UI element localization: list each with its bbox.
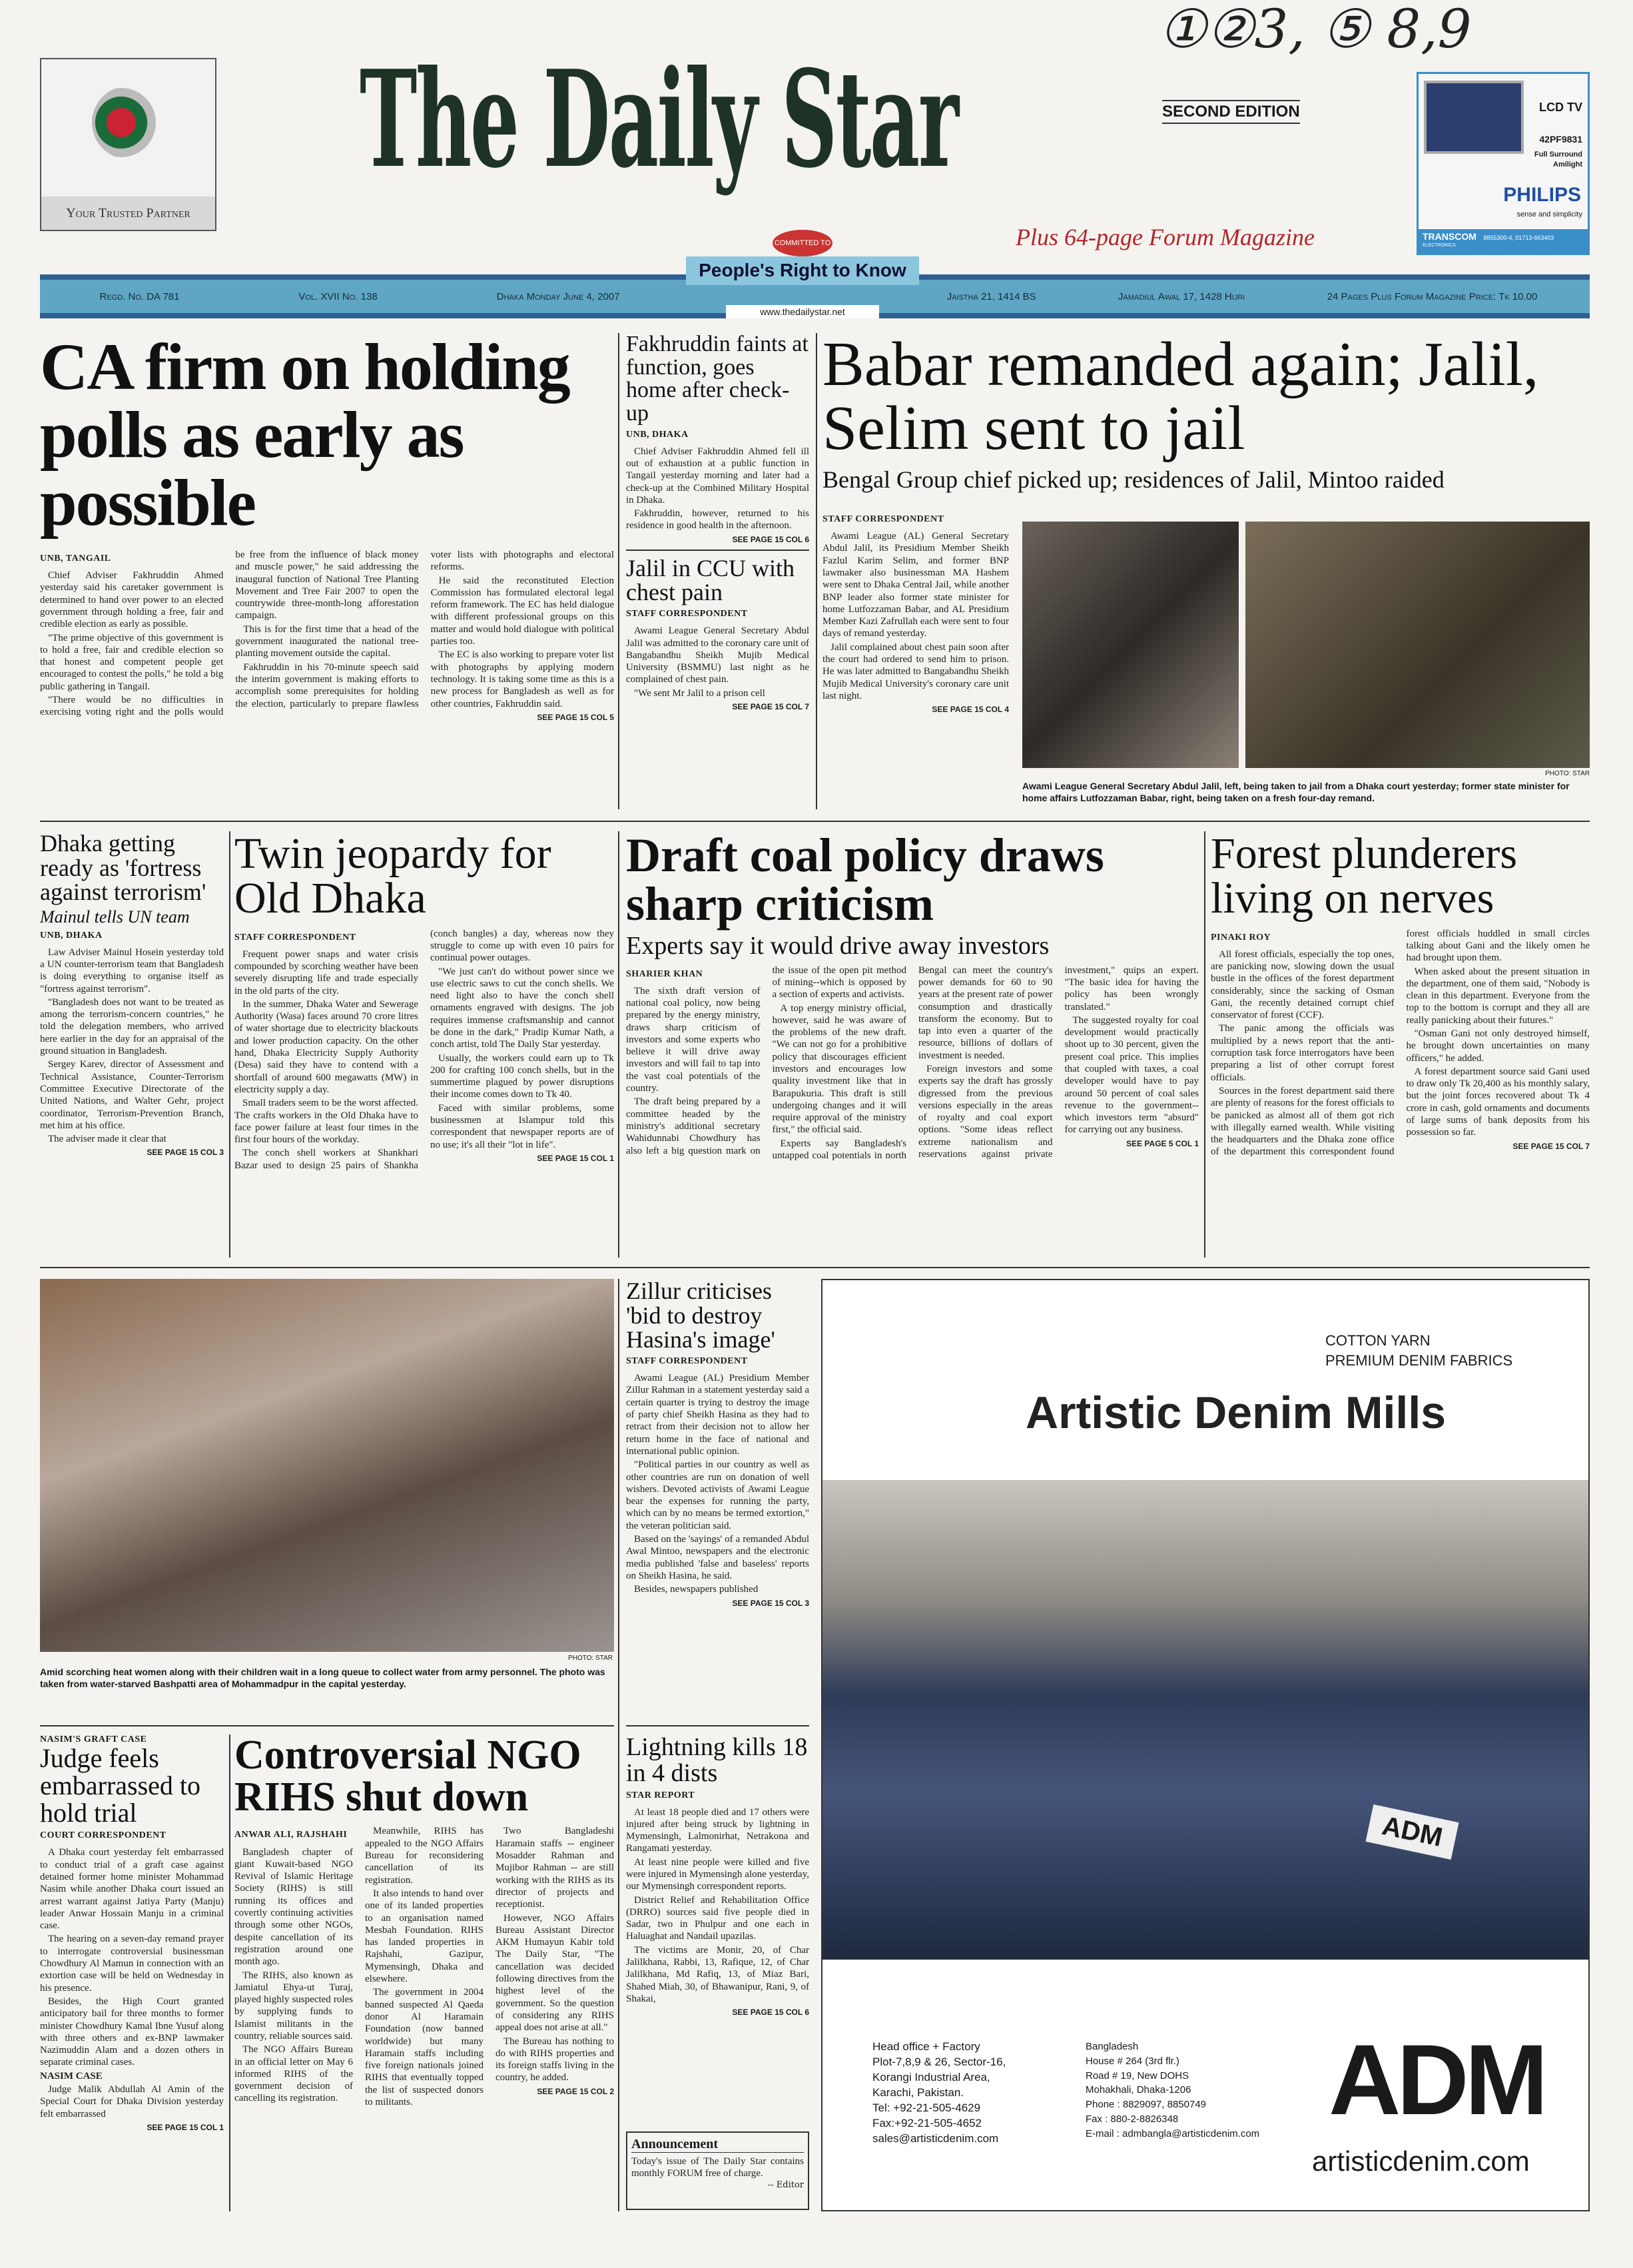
motto: People's Right to Know [686, 256, 919, 285]
headline[interactable]: Fakhruddin faints at function, goes home after check-up [626, 332, 809, 426]
edition-label: SECOND EDITION [1162, 100, 1300, 124]
website: www.thedailystar.net [726, 305, 879, 318]
paragraph: Frequent power snaps and water crisis compounded by scorching weather have been severely disrupting life and trade especially in the old parts of the city. [234, 948, 418, 996]
jump-link[interactable]: SEE PAGE 15 COL 7 [732, 701, 809, 711]
address-line: Korangi Industrial Area, [872, 2070, 990, 2083]
paragraph: Awami League General Secretary Abdul Jalil was admitted to the coronary care unit of Bangabandhu Sheikh Mujib Medical University (BSMMU) last night as he complained of chest pain. [626, 625, 809, 685]
brand-label: PHILIPS [1503, 184, 1581, 206]
paragraph: District Relief and Rehabilitation Office (DRRO) sources said five people died in Sadar, two in Phulpur and one each in Haluaghat and Nandail upazilas. [626, 1894, 809, 1942]
photo-caption: Amid scorching heat women along with their children wait in a long queue to collect water from army personnel. The photo was taken from water-starved Bashpatti area of Mohammadpur in the capital yesterday. [40, 1667, 605, 1689]
headline[interactable]: Controversial NGO RIHS shut down [234, 1732, 581, 1820]
paragraph: "Bangladesh does not want to be treated as among the terrorism-concern countries," he told the delegation members, who arrived here earlier in the day for an appraisal of the ground situation in Bangladesh. [40, 996, 224, 1057]
date: Dhaka Monday June 4, 2007 [496, 290, 620, 302]
headline[interactable]: CA firm on holding polls as early as possible [40, 330, 569, 540]
paragraph: The adviser made it clear that [48, 1134, 166, 1145]
paragraph: Sergey Karev, director of Assessment and Technical Assistance, Counter-Terrorism Committee Executive Directorate of the United Nations, and Walter Gehr, project coordinator, Terrorism-Prevention Branch, met him at his office. [40, 1059, 224, 1131]
byline: STAR REPORT [626, 1790, 695, 1800]
bangladesh-office-block [1086, 2040, 1259, 2141]
paragraph: Faced with similar problems, some businessmen at Islampur told this correspondent that newspaper reports are of no use; it's all their "lot in life". [430, 1102, 614, 1150]
announcement-box [626, 2131, 809, 2210]
adm-logo: ADM [1329, 2024, 1544, 2135]
paragraph: The government in 2004 banned suspected Al Qaeda donor Al Haramain Foundation (now banned worldwide) but many Haramain staffs including five foreign nationals joined RIHS that eventually topped the list of suspected donors to militants. [365, 1987, 484, 2107]
byline: UNB, TANGAIL [40, 554, 111, 564]
headline[interactable]: Dhaka getting ready as 'fortress against terrorism' [40, 830, 206, 906]
handwritten-annotation: ①②3, ⑤ 8,9 [1159, 0, 1472, 60]
paragraph: Meanwhile, RIHS has appealed to the NGO Affairs Bureau for reconsidering cancellation of its registration. [365, 1826, 484, 1886]
paragraph: The conch shell workers at Shankhari Bazar used to design 25 pairs of Shankha (conch bangles) a day, whereas now they struggle to come up with even 10 pairs for continual power outages. [234, 928, 614, 1171]
byline: UNB, DHAKA [40, 930, 103, 941]
motto-top: COMMITTED TO [773, 230, 832, 256]
article-zillur[interactable] [626, 1279, 809, 1608]
jump-link[interactable]: SEE PAGE 15 COL 6 [732, 534, 809, 544]
article-ca[interactable] [40, 330, 614, 722]
paragraph: Small traders seem to be the worst affected. The crafts workers in the Old Dhaka have to face power failure at least four times in the first four hours of the workday. [234, 1098, 418, 1146]
address-line: E-mail : admbangla@artisticdenim.com [1086, 2127, 1260, 2139]
jump-link[interactable]: SEE PAGE 15 COL 7 [1512, 1141, 1590, 1151]
article-ngo[interactable] [234, 1734, 614, 2108]
logo-icon [92, 86, 165, 159]
paragraph: NASIM CASE [40, 2070, 103, 2081]
address-line: Fax : 880-2-8826348 [1086, 2113, 1179, 2125]
paragraph: At least nine people were killed and five were injured in Mymensingh alone yesterday, our Mymensingh correspondent reports. [626, 1856, 809, 1892]
paragraph: It also intends to hand over one of its landed properties to an organisation named Mesbah Foundation. RIHS has landed properties in Rajshahi, Gazipur, Mymensingh, Dhaka and elsewhere. [365, 1888, 484, 1985]
feature-label: Amilight [1553, 161, 1582, 169]
paragraph: All forest officials, especially the top ones, are panicking now, slowing down the usual bustle in the offices of the forest department considerably, since the sacking of Osman Gani, the recently detained corrupt chief conservator of forest (CCF). [1211, 948, 1395, 1021]
article-babar[interactable] [822, 330, 1590, 809]
headline[interactable]: Jalil in CCU with chest pain [626, 554, 795, 606]
paragraph: The EC is also working to prepare voter list with photographs by applying modern technology. It is taking some time as this is a new process for Bangladesh as well as for other countries, Fakhruddin said. [430, 649, 614, 709]
babar-photo [1245, 522, 1590, 768]
paragraph: Fakhruddin in his 70-minute speech said the interim government is making efforts to accomplish some prerequisites for holding the election, particularly to prepare flawless voter lists with photographs and electoral reforms. [235, 550, 614, 709]
headline[interactable]: Forest plunderers living on nerves [1211, 829, 1518, 923]
paragraph: The hearing on a seven-day remand prayer to interrogate controversial businessman Chowdhury Al Mamun in connection with an extortion case will be held on Wednesday in his presence. [40, 1934, 224, 1994]
dealer-name: TRANSCOM [1423, 231, 1476, 242]
headline[interactable]: Twin jeopardy for Old Dhaka [234, 829, 551, 923]
dealer-sub: ELECTRONICS [1423, 243, 1456, 248]
article-lightning[interactable] [626, 1734, 809, 2017]
address-line: Plot-7,8,9 & 26, Sector-16, [872, 2055, 1006, 2068]
paragraph: The panic among the officials was multiplied by a news report that the anti-corruption task force interrogators have been preparing a list of other corrupt forest officials. [1211, 1023, 1395, 1083]
photo-credit: PHOTO: STAR [568, 1655, 613, 1662]
paragraph: Judge Malik Abdullah Al Amin of the Special Court for Dhaka Division yesterday felt embarrassed [40, 2084, 224, 2119]
ad-tag: ADM [1366, 1804, 1459, 1860]
paragraph: "We sent Mr Jalil to a prison cell [634, 687, 765, 699]
paragraph: The draft being prepared by a committee headed by the ministry's additional secretary Wahidunnabi Chowdhury has also left a big question mark on the issue of the open pit method of mining--which is opposed by a section of experts and activists. [626, 964, 906, 1156]
address-line: Tel: +92-21-505-4629 [872, 2101, 981, 2114]
jump-link[interactable]: SEE PAGE 15 COL 1 [147, 2122, 224, 2132]
product-label: LCD TV [1539, 101, 1582, 114]
byline: COURT CORRESPONDENT [40, 1830, 166, 1841]
headline[interactable]: Draft coal policy draws sharp criticism [626, 829, 1104, 931]
paragraph: The sixth draft version of national coal policy, now being prepared by the energy ministry, draws sharp criticism of investors and some experts who believe it will drive away investors and will fail to tap into the vast coal potentials of the country. [626, 985, 761, 1094]
address-line: Bangladesh [1086, 2041, 1139, 2052]
paragraph: A top energy ministry official, however, said he was aware of the problems of the new draft. "We can not go for a prohibitive policy that discourages efficient investors and encourages low quality investment like that in Barapukuria. This draft is still undergoing changes and it will require approval of the ministry first," the official said. [772, 1002, 906, 1136]
byline: ANWAR ALI, RAJSHAHI [234, 1830, 348, 1840]
feature-label: Full Surround [1534, 151, 1582, 159]
subheadline: Experts say it would drive away investors [626, 931, 1050, 960]
ad-line1: COTTON YARN [1325, 1332, 1431, 1349]
bengali-date: Jaistha 21, 1414 BS [946, 290, 1036, 302]
paragraph: "Osman Gani not only destroyed himself, he brought down uncertainties on many officers," he added. [1406, 1028, 1590, 1064]
byline: STAFF CORRESPONDENT [626, 609, 748, 619]
article-coal[interactable] [626, 831, 1199, 1162]
address-line: sales@artisticdenim.com [872, 2131, 999, 2145]
paragraph: Awami League (AL) Presidium Member Zillur Rahman in a statement yesterday said a certain quarter is trying to destroy the image of party chief Sheikh Hasina as they had to retract from their decision not to allow her return home in the face of national and international public opinion. [626, 1373, 809, 1457]
paragraph: Fakhruddin, however, returned to his residence in good health in the afternoon. [626, 508, 809, 532]
address-line: Phone : 8829097, 8850749 [1086, 2099, 1207, 2110]
paragraph: When asked about the present situation in the department, one of them said, "Nobody is clean in this department. Everyone from the top to the bottom is corrupt and they all are really panicking about their futures." [1406, 966, 1590, 1026]
paragraph: "There would be no difficulties in exercising voting right and the polls would be free from the influence of black money and muscle power," he said addressing the inaugural function of National Tree Planting Movement and Tree Fair 2007 to open the countrywide three-month-long afforestation campaign. [40, 550, 419, 718]
byline: STAFF CORRESPONDENT [626, 1356, 748, 1367]
address-line: Road # 19, New DOHS [1086, 2070, 1189, 2081]
paragraph: Chief Adviser Fakhruddin Ahmed yesterday said his caretaker government is determined to hand over power to an elected government through holding a free, fair and credible election as early as possible. [40, 570, 224, 630]
paragraph: A Dhaka court yesterday felt embarrassed to conduct trial of a graft case against detained former home minister Mohammad Nasim while another Dhaka court issued an arrest warrant against Jatiya Party (Manju) leader Anwar Hossain Manju in a criminal case. [40, 1847, 224, 1932]
article-nasim[interactable] [40, 1734, 224, 2132]
jalil-photo [1022, 522, 1239, 768]
kicker: NASIM'S GRAFT CASE [40, 1734, 147, 1744]
paragraph: He said the reconstituted Election Commission has formulated electoral legal reform framework. The EC has held dialogue with different professional groups on this matter and would hold dialogue with political parties too. [430, 575, 614, 647]
jump-link[interactable]: SEE PAGE 15 COL 1 [537, 1153, 614, 1163]
denim-photo [822, 1480, 1588, 1960]
paragraph: Law Adviser Mainul Hosein yesterday told a UN counter-terrorism team that Bangladesh is doing everything to organise itself as "fortress against terrorism". [40, 946, 224, 994]
article-twin[interactable] [234, 831, 614, 1172]
denim-ad[interactable] [821, 1279, 1590, 2211]
paragraph: The RIHS, also known as Jamiatul Ehya-ut Turaj, played highly suspected roles by supplying funds to Islamist militants in the country, reliable sources said. [234, 1970, 353, 2042]
left-ad-text: Your Trusted Partner [41, 196, 215, 230]
address-line: Head office + Factory [872, 2040, 980, 2053]
address-line: Karachi, Pakistan. [872, 2085, 964, 2099]
byline: SHARIER KHAN [626, 968, 703, 979]
paragraph: Awami League (AL) General Secretary Abdul Jalil, its Presidium Member Sheikh Fazlul Karim Selim, and former BNP lawmaker also businessman MA Hashem were sent to Dhaka Central Jail, while another BNP leader also former state minister for home Lutfozzaman Babar, and AL Presidium Member Kazi Zafrullah each were sent to four days of remand yesterday. [822, 531, 1009, 639]
paragraph: The suggested royalty for coal development would practically shoot up to 30 percent, given the present coal price. This implies that coupled with taxes, a coal developer would have to pay around 50 percent of coal sales revenue to the government--which investors term "absurd" for carrying out any business. [1064, 1014, 1199, 1136]
headline[interactable]: Zillur criticises 'bid to destroy Hasina's image' [626, 1278, 775, 1353]
paragraph: Usually, the workers could earn up to Tk 200 for crafting 100 conch shells, but in the summertime plagued by power disruptions their income comes down to Tk 40. [430, 1052, 614, 1100]
address-line: Mohakhali, Dhaka-1206 [1086, 2084, 1191, 2096]
paragraph: At least 18 people died and 17 others were injured after being struck by lightning in Mymensingh, Lalmonirhat, Netrakona and Rangamati yesterday. [626, 1806, 809, 1854]
paragraph: Experts say Bangladesh's untapped coal potentials in north Bengal can meet the country's power demands for 60 to 90 years at the present rate of power consumption and drastically transform the economy. But to tap into even a quarter of the resource, billions of dollars of investment is needed. [772, 964, 1053, 1162]
paragraph: The Bureau has nothing to do with RIHS properties and its foreign staffs living in the country, he added. [495, 2036, 614, 2083]
slogan-label: sense and simplicity [1516, 210, 1582, 218]
jump-link[interactable]: SEE PAGE 5 COL 1 [1126, 1138, 1199, 1148]
volume: Vol. XVII No. 138 [298, 290, 378, 302]
photo-credit: PHOTO: STAR [1545, 770, 1590, 777]
photo-caption: Awami League General Secretary Abdul Jalil, left, being taken to jail from a Dhaka court yesterday; former state minister for home affairs Lutfozzaman Babar, right, being taken on a fresh four-day remand. [1022, 781, 1570, 803]
ad-line2: PREMIUM DENIM FABRICS [1325, 1352, 1513, 1369]
water-queue-photo [40, 1279, 614, 1652]
headline[interactable]: Babar remanded again; Jalil, Selim sent to jail [822, 330, 1539, 463]
announcement-body: Today's issue of The Daily Star contains monthly FORUM free of charge. [631, 2156, 804, 2179]
paragraph: Jalil complained about chest pain soon after the court had ordered to send him to prison. He was later admitted to Bangabandhu Sheikh Mujib Medical University's coronary care unit last night. [822, 641, 1009, 701]
jump-link[interactable]: SEE PAGE 15 COL 6 [732, 2008, 809, 2018]
jump-link[interactable]: SEE PAGE 15 COL 5 [537, 712, 614, 722]
announcement-title: Announcement [631, 2137, 804, 2153]
headline[interactable]: Lightning kills 18 in 4 dists [626, 1733, 808, 1787]
paragraph: A forest department source said Gani used to draw only Tk 20,400 as his monthly salary, but the joint forces recovered about Tk 4 crore in cash, gold ornaments and documents of large sums of bank deposits from his possession so far. [1406, 1066, 1590, 1138]
subheadline: Mainul tells UN team [40, 907, 190, 927]
paragraph: The victims are Monir, 20, of Char Jalilkhana, Rabbi, 13, Rafique, 12, of Char Jalilkhana, Md Rafiq, 13, of Miaz Bari, Shahed Miah, 30, of Bhawanipur, Rani, 9, of Shakai, [626, 1944, 809, 2004]
paragraph: "Political parties in our country as well as other countries are run on donation of well wishers. Devoted activists of Awami League bear the expenses for running the party, which can by no means be termed extortion," the veteran politician said. [626, 1459, 809, 1531]
tv-image [1424, 81, 1524, 154]
byline: STAFF CORRESPONDENT [234, 932, 356, 943]
announcement-sign: -- Editor [767, 2179, 804, 2190]
subheadline: Bengal Group chief picked up; residences of Jalil, Mintoo raided [822, 466, 1445, 493]
paragraph: The NGO Affairs Bureau in an official letter on May 6 informed RIHS of the government decision of cancelling its registration. [234, 2044, 353, 2104]
model-label: 42PF9831 [1539, 134, 1582, 145]
paragraph: Besides, the High Court granted anticipatory bail for three months to former minister Chowdhury Kamal Ibne Yusuf along with three others and ex-BNP lawmaker Nazimuddin Alam and a dozen others in separate criminal cases. [40, 1996, 224, 2068]
paragraph: Besides, newspapers published [634, 1584, 759, 1595]
masthead-title: The Daily Star [360, 41, 958, 198]
article-dhaka[interactable] [40, 831, 224, 1157]
head-office-block [872, 2040, 1006, 2147]
paragraph: This is for the first time that a head of the government inaugurated the national tree-planting movement outside the capital. [235, 623, 419, 659]
byline: UNB, DHAKA [626, 429, 689, 440]
philips-ad[interactable] [1417, 72, 1590, 255]
article-forest[interactable] [1211, 831, 1590, 1158]
article-faint[interactable] [626, 333, 809, 711]
left-ad[interactable] [40, 58, 216, 231]
paragraph: Based on the 'sayings' of a remanded Abdul Awal Mintoo, newspapers and the electronic media published 'false and baseless' reports on Sheikh Hasina, he said. [626, 1534, 809, 1581]
paragraph: "We just can't do without power since we use electric saws to cut the conch shells. We need light also to have the conch shell ornaments engraved with designs. The job requires immense craftsmanship and cannot be done in the dark," Pradip Kumar Nath, a conch artist, told The Daily Star yesterday. [430, 966, 614, 1050]
paragraph: Two Bangladeshi Haramain staffs -- engineer Mosadder Rahman and Mujibor Rahman -- are still working with the RIHS as its director of projects and receptionist. [495, 1826, 614, 1910]
jump-link[interactable]: SEE PAGE 15 COL 3 [732, 1598, 809, 1608]
hijri-date: Jamadiul Awal 17, 1428 Hijri [1118, 290, 1245, 302]
byline: STAFF CORRESPONDENT [822, 514, 944, 524]
paragraph: However, NGO Affairs Bureau Assistant Director AKM Humayun Kabir told The Daily Star, "The cancellation was decided following directives from the highest level of the government. So the question of considering any RIHS appeal does not arise at all." [495, 1912, 614, 2034]
address-line: Fax:+92-21-505-4652 [872, 2116, 982, 2129]
jump-link[interactable]: SEE PAGE 15 COL 3 [147, 1148, 224, 1158]
dealer-bar [1419, 229, 1588, 253]
paragraph: Foreign investors and some experts say the draft has grossly digressed from the previous versions especially in the areas of royalty and coal export options. "Some ideas reflect extreme nationalism and reservations against private investment," quips an expert. "The basic idea for having the policy has been wrongly translated." [918, 964, 1199, 1160]
paragraph: "The prime objective of this government is to hold a free, fair and credible election so that honest and competent people get encouraged to contest the polls," he told a big public gathering in Tangail. [40, 632, 224, 692]
motto-badge [686, 230, 919, 296]
forum-tagline: Plus 64-page Forum Magazine [1016, 224, 1315, 250]
paragraph: In the summer, Dhaka Water and Sewerage Authority (Wasa) faces around 70 crore litres of water shortage due to electricity blackouts and lower production capacity. On the other hand, Dhaka Electricity Supply Authority (Desa) said they have to contend with a shortfall of around 600 megawatts (MW) in electricity supply a day. [234, 998, 418, 1095]
address-line: House # 264 (3rd flr.) [1086, 2055, 1179, 2067]
regd-number: Regd. No. DA 781 [99, 290, 180, 302]
paragraph: Sources in the forest department said there are plenty of reasons for the forest officials to be panicked as almost all of them got rich with illegally earned wealth. While visiting the headquarters and the Dhaka zone office of the department this correspondent found forest officials huddled in small circles talking about Gani and the likely omen he had brought upon them. [1211, 928, 1590, 1158]
pages-price: 24 Pages Plus Forum Magazine Price: Tk 10.00 [1327, 290, 1538, 302]
jump-link[interactable]: SEE PAGE 15 COL 4 [932, 705, 1009, 715]
byline: PINAKI ROY [1211, 932, 1271, 943]
dealer-phone: 8855300-4, 01713-663403 [1483, 234, 1554, 241]
ad-website[interactable]: artisticdenim.com [1312, 2145, 1530, 2177]
paragraph: Bangladesh chapter of giant Kuwait-based NGO Revival of Islamic Heritage Society (RIHS) is still running its offices and covertly continuing activities through some other NGOs, despite cancellation of its registration around one month ago. [234, 1846, 353, 1968]
jump-link[interactable]: SEE PAGE 15 COL 2 [537, 2086, 614, 2096]
headline[interactable]: Judge feels embarrassed to hold trial [40, 1743, 201, 1828]
ad-name: Artistic Denim Mills [1026, 1387, 1447, 1438]
paragraph: Chief Adviser Fakhruddin Ahmed fell ill out of exhaustion at a public function in Tangail yesterday morning and later had a check-up at the Combined Military Hospital in Dhaka. [626, 446, 809, 506]
